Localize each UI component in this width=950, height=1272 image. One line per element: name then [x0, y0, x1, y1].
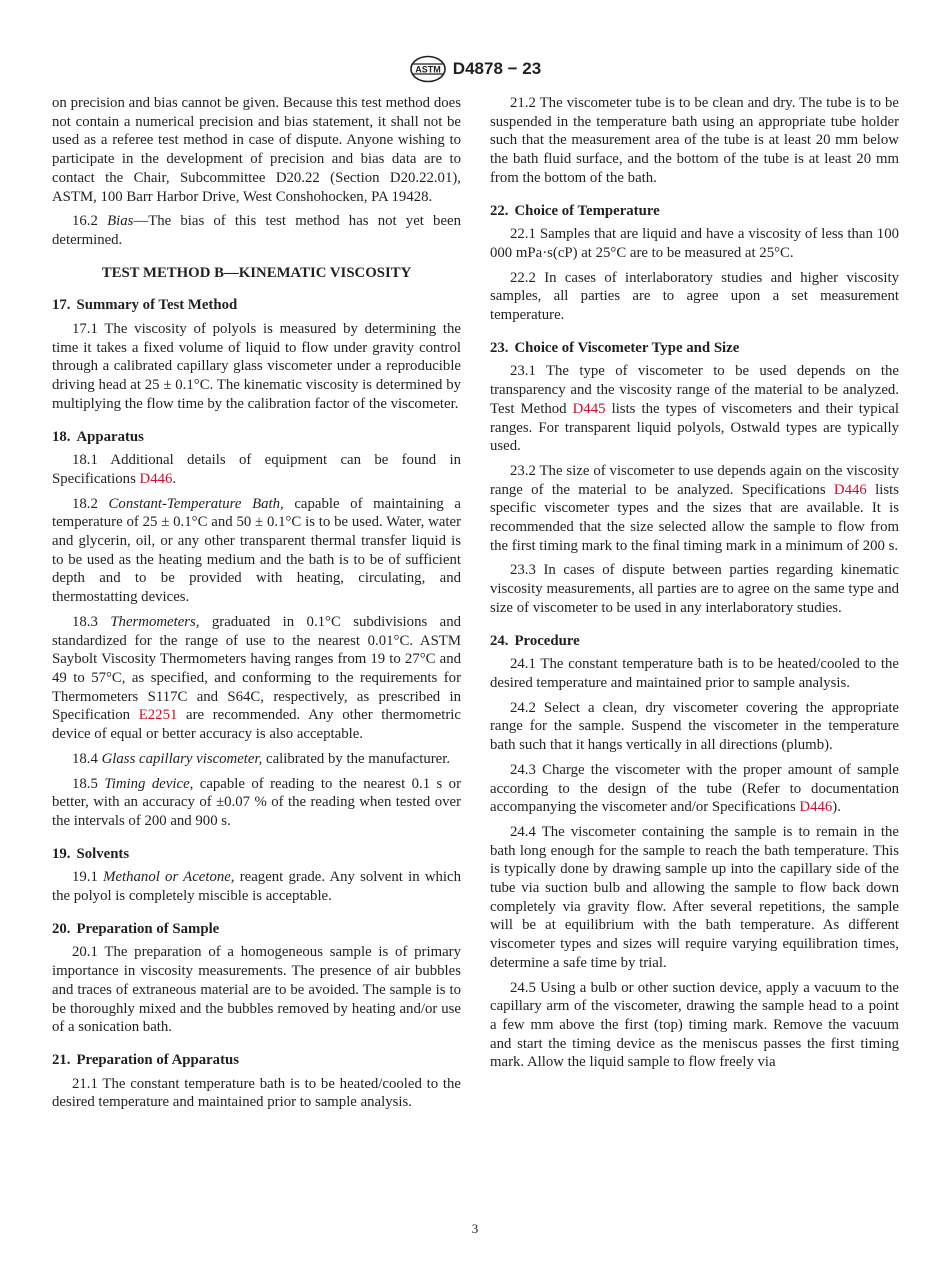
section-17-heading: 17. Summary of Test Method	[52, 297, 238, 314]
astm-logo-icon	[409, 55, 447, 83]
reference-link-d446[interactable]: D446	[139, 470, 173, 487]
paragraph-24-5: 24.5 Using a bulb or other suction device, apply a vacuum to the capillary arm of the viscometer, drawing the sample head to a point a few mm above the first (top) timing mark. Remove the vacuum and start the timing device as the meniscus passes the first timing mark. Allow the liquid sample to flow freely via	[490, 979, 899, 1071]
reference-link-d446[interactable]: D446	[799, 799, 833, 816]
paragraph-21-1: 21.1 The constant temperature bath is to be heated/cooled to the desired temperature and maintained prior to sample analysis.	[52, 1075, 461, 1111]
paragraph-22-2: 22.2 In cases of interlaboratory studies and higher viscosity samples, all parties are to agree upon a set measurement temperature.	[490, 269, 899, 324]
paragraph-18-2: 18.2 Constant-Temperature Bath, capable of maintaining a temperature of 25 ± 0.1°C and 50 ± 0.1°C is to be used. Water, water and glycerin, oil, or any other transparent thermal transfer liquid is to be used as the heating medium and the bath is to be of sufficient depth and to be provided with heating, circulating, and thermostatting devices.	[52, 495, 462, 606]
method-b-title: TEST METHOD B—KINEMATIC VISCOSITY	[101, 264, 412, 281]
paragraph-18-1: 18.1 Additional details of equipment can be found in Specifications D446.	[52, 452, 461, 487]
paragraph-24-1: 24.1 The constant temperature bath is to be heated/cooled to the desired temperature and maintained prior to sample analysis.	[490, 656, 899, 691]
left-column	[52, 94, 461, 1118]
paragraph-24-2: 24.2 Select a clean, dry viscometer covering the appropriate range for the sample. Suspend the viscometer in the temperature bath such that it hangs vertically in all directions (plumb).	[490, 699, 899, 754]
section-22-heading: 22. Choice of Temperature	[490, 202, 660, 219]
paragraph-23-3: 23.3 In cases of dispute between parties regarding kinematic viscosity measurements, all parties are to agree on the same type and size of viscometer to be used in any interlaboratory studies.	[490, 562, 899, 616]
paragraph-24-3: 24.3 Charge the viscometer with the proper amount of sample according to the design of the tube (Refer to documentation accompanying the viscometer and/or Specifications D446).	[490, 761, 899, 816]
section-23-heading: 23. Choice of Viscometer Type and Size	[490, 339, 740, 356]
paragraph-24-4: 24.4 The viscometer containing the sample is to remain in the bath long enough for the sample to reach the bath temperature. This is typically done by drawing sample up into the capillary side of the tube via suction bulb and allowing the sample to flow back down completely via gravity flow. After several repetitions, the sample will be at equilibrium with the bath temperature. As different viscometer types and sizes will require varying equilibration times, determine a safe time by trial.	[490, 823, 899, 971]
paragraph-19-1: 19.1 Methanol or Acetone, reagent grade. Any solvent in which the polyol is completely miscible is acceptable.	[52, 869, 461, 905]
section-21-heading: 21. Preparation of Apparatus	[52, 1051, 239, 1068]
reference-link-d445[interactable]: D445	[572, 400, 606, 417]
page-header	[0, 54, 950, 84]
paragraph-18-4: 18.4 Glass capillary viscometer, calibrated by the manufacturer.	[72, 750, 451, 767]
page-number: 3	[471, 1221, 479, 1236]
section-24-heading: 24. Procedure	[490, 632, 580, 649]
right-column	[490, 94, 899, 1078]
paragraph-continuation: on precision and bias cannot be given. Because this test method does not contain a numerical precision and bias statement, it shall not be used as a referee test method in case of dispute. Anyone wishing to participate in the development of precision and bias data are to contact the Chair, Subcommittee D20.22 (Section D20.22.01), ASTM, 100 Barr Harbor Drive, West Conshohocken, PA 19428.	[52, 95, 461, 205]
section-18-heading: 18. Apparatus	[52, 428, 144, 445]
document-designation: D4878 − 23	[452, 59, 542, 78]
svg-text:ASTM: ASTM	[415, 64, 441, 75]
paragraph-22-1: 22.1 Samples that are liquid and have a viscosity of less than 100 000 mPa·s(cP) at 25°C are to be measured at 25°C.	[490, 226, 899, 261]
paragraph-18-3: 18.3 Thermometers, graduated in 0.1°C subdivisions and standardized for the range of use to the nearest 0.01°C. ASTM Saybolt Viscosity Thermometers having ranges from 19 to 27°C and 49 to 57°C, as specified, and conforming to the requirements for Thermometers S117C and S64C, respectively, as prescribed in Specification E2251 are recommended. Any other thermometric device of equal or better accuracy is also acceptable.	[52, 613, 461, 743]
paragraph-17-1: 17.1 The viscosity of polyols is measured by determining the time it takes a fixed volume of liquid to flow under gravity control through a calibrated capillary glass viscometer under a reproducible driving head at 25 ± 0.1°C. The kinematic viscosity is determined by multiplying the flow time by the calibration factor of the viscometer.	[52, 321, 461, 412]
section-19-heading: 19. Solvents	[52, 845, 130, 862]
paragraph-16-2: 16.2 Bias—The bias of this test method has not yet been determined.	[52, 213, 461, 248]
reference-link-e2251[interactable]: E2251	[138, 707, 178, 724]
paragraph-21-2: 21.2 The viscometer tube is to be clean and dry. The tube is to be suspended in the temperature bath using an appropriate tube holder such that the measurement area of the tube is at least 20 mm below the bath fluid surface, and the bottom of the tube is at least 20 mm from the bottom of the bath.	[490, 95, 899, 186]
paragraph-20-1: 20.1 The preparation of a homogeneous sample is of primary importance in viscosity measurements. The presence of air bubbles and traces of extraneous material are to be avoided. The sample is to be thoroughly mixed and the bubbles removed by heating and/or use of a sonication bath.	[52, 944, 461, 1036]
paragraph-23-2: 23.2 The size of viscometer to use depends again on the viscosity range of the material to be analyzed. Specifications D446 lists specific viscometer types and the sizes that are available. It is recommended that the size selected allow the sample to flow from the first timing mark to the final timing mark in a minimum of 200 s.	[490, 462, 899, 554]
paragraph-23-1: 23.1 The type of viscometer to be used depends on the transparency and the viscosity range of the material to be analyzed. Test Method D445 lists the types of viscometers and their typical ranges. For transparent liquid polyols, Ostwald types are typically used.	[490, 363, 899, 455]
paragraph-18-5: 18.5 Timing device, capable of reading to the nearest 0.1 s or better, with an accuracy of ±0.07 % of the reading when tested over the intervals of 200 and 900 s.	[52, 775, 462, 829]
reference-link-d446[interactable]: D446	[833, 481, 867, 498]
section-20-heading: 20. Preparation of Sample	[52, 920, 220, 937]
